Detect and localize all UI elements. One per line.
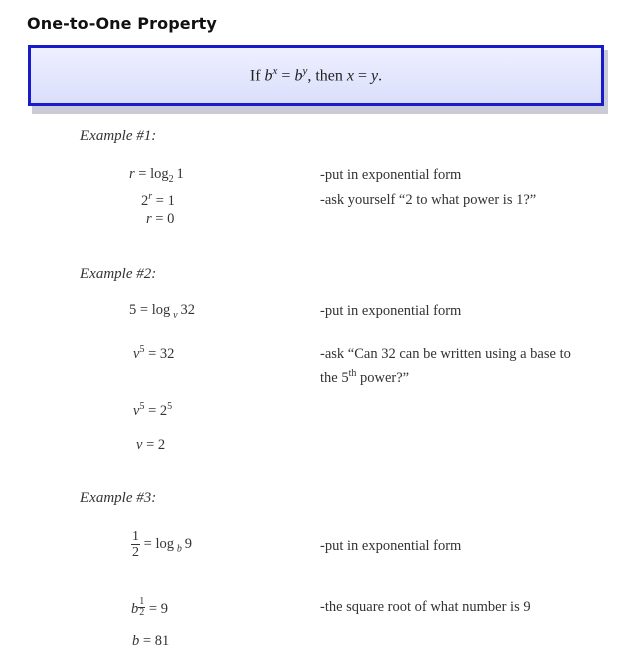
example-1-step-3-math: r = 0 bbox=[146, 211, 175, 227]
example-1-step-2-math: $2^r = 1$ bbox=[141, 191, 175, 209]
example-3-step-2-math: b $\frac{1}{2}$ = 9 bbox=[131, 596, 168, 618]
example-2-label: Example #2: bbox=[80, 266, 157, 282]
example-2-step-2-math: $v^5 = 32$ bbox=[133, 344, 175, 362]
example-2-step-3-math: $v^5 = 2^5$ bbox=[133, 401, 173, 419]
example-2-step-4-math: v = 2 bbox=[136, 437, 166, 453]
example-3-step-1-math: $\frac{1}{2}$ = log $_b$ 9 bbox=[132, 529, 193, 560]
example-2-step-1-note: -put in exponential form bbox=[320, 303, 462, 319]
example-3-label: Example #3: bbox=[80, 490, 157, 506]
example-1-label: Example #1: bbox=[80, 128, 157, 144]
page-heading: One-to-One Property bbox=[27, 14, 217, 33]
exponent-one-half: $\frac{1}{2}$ bbox=[139, 596, 145, 618]
example-3-step-1-note: -put in exponential form bbox=[320, 538, 462, 554]
fraction-one-half: $\frac{1}{2}$ bbox=[132, 529, 139, 560]
example-3-step-3-math: b = 81 bbox=[132, 633, 170, 649]
rule-statement: If $b^x = b^y$, then x = y. bbox=[249, 65, 383, 85]
example-2-step-2-note: -ask “Can 32 can be written using a base to the 5th power?” bbox=[320, 346, 571, 386]
example-3-step-2-note: -the square root of what number is 9 bbox=[320, 599, 531, 615]
example-1-step-1-note: -put in exponential form bbox=[320, 167, 462, 183]
rule-box bbox=[28, 45, 604, 106]
example-1-step-2-note: -ask yourself “2 to what power is 1?” bbox=[320, 192, 537, 208]
example-2-step-1-math: 5 = log $_v$ 32 bbox=[129, 302, 195, 321]
example-1-step-1-math: $r = \log_2 1$ bbox=[129, 166, 184, 185]
